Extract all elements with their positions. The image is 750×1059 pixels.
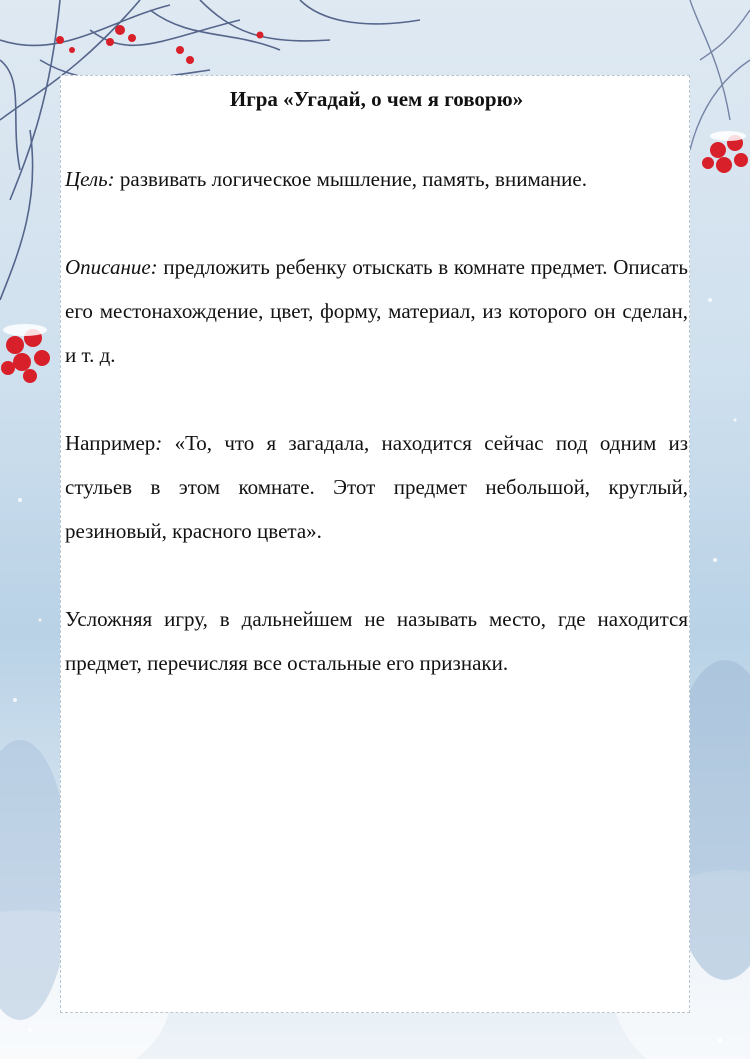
example-label: Например [65,431,156,455]
document-content [65,84,688,685]
goal-text: развивать логическое мышление, память, внимание. [119,167,587,191]
description-text: предложить ребенку отыскать в комнате предмет. Описать его местонахождение, цвет, форму, материал, из которого он сделан, и т. д. [65,255,688,367]
example-paragraph [65,421,688,553]
page-title: Игра «Угадай, о чем я говорю» [229,87,524,111]
complication-text: Усложняя игру, в дальнейшем не называть место, где находится предмет, перечисляя все остальные его признаки. [65,607,688,675]
berries-left-snow [3,324,47,336]
complication-paragraph [65,597,688,685]
description-paragraph [65,245,688,377]
example-colon: : [155,431,163,455]
description-label: Описание: [65,255,158,279]
goal-paragraph [65,157,688,201]
content-card [60,75,690,1013]
berries-right-snow [710,131,746,141]
goal-label: Цель: [65,167,115,191]
example-text: «То, что я загадала, находится сейчас под одним из стульев в этом комнате. Этот предмет небольшой, круглый, резиновый, красного цвета». [65,431,689,543]
berries-top-left [56,25,264,64]
berries-left [1,329,50,383]
branches-top-right [690,0,750,150]
